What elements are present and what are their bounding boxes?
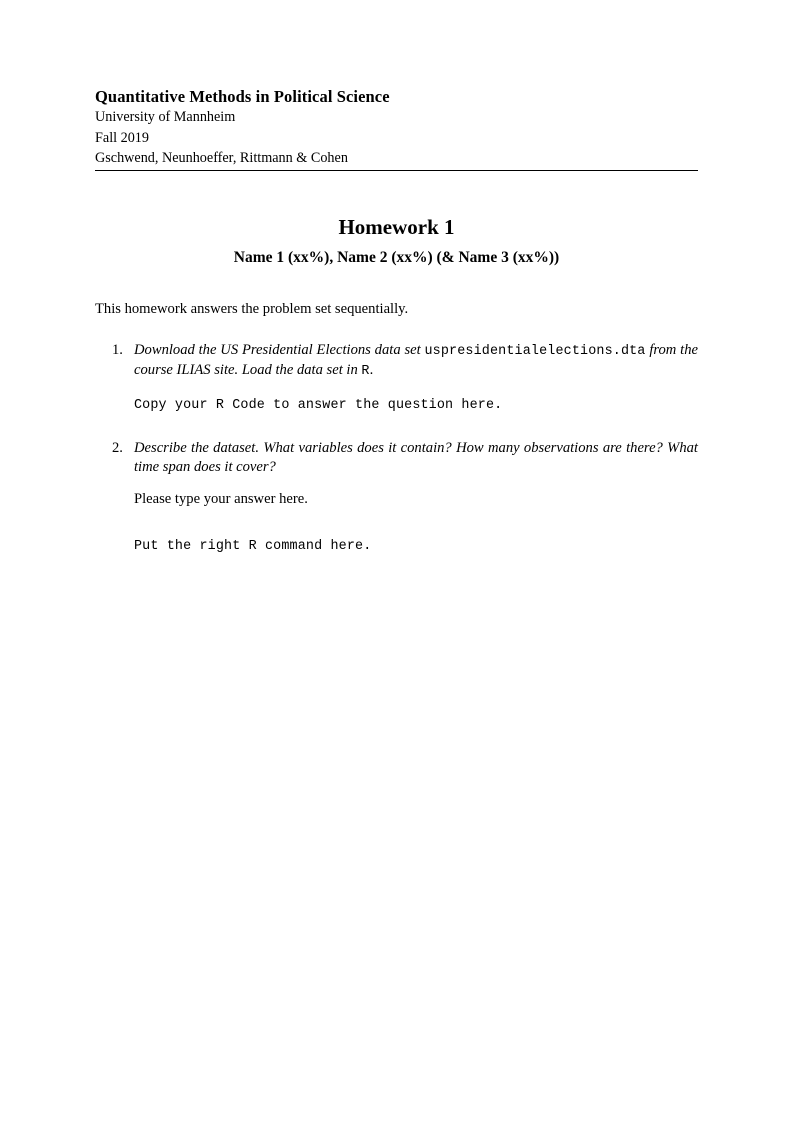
problem-list [95, 341, 698, 555]
list-spacer [95, 432, 698, 439]
problem-item-1 [95, 341, 698, 414]
answer-code-block-1: Copy your R Code to answer the question here. [134, 398, 503, 414]
question-text-segment: Download the US Presidential Elections data set [134, 342, 425, 359]
dataset-filename: uspresidentialelections.dta [424, 344, 646, 360]
author-line: Name 1 (xx%), Name 2 (xx%) (& Name 3 (xx%)) [233, 249, 560, 266]
instructors-line: Gschwend, Neunhoeffer, Rittmann & Cohen [95, 149, 348, 166]
question-text-segment: from the course ILIAS site. Load the data set in [134, 342, 698, 379]
problem-marker-1: 1. [112, 342, 123, 359]
page-title: Homework 1 [338, 215, 455, 239]
document-body [95, 300, 698, 573]
answer-code-block-2: Put the right R command here. [134, 539, 372, 555]
r-language-token: R [361, 364, 370, 380]
problem-marker-2: 2. [112, 439, 123, 456]
course-title: Quantitative Methods in Political Science [95, 87, 390, 106]
problem-item-2 [95, 439, 698, 556]
answer-text-2: Please type your answer here. [134, 490, 308, 507]
question-text-segment: . [369, 362, 374, 379]
letterhead [95, 86, 698, 168]
letterhead-divider [95, 170, 698, 171]
problem-question-1 [134, 341, 698, 381]
institution-line: University of Mannheim [95, 109, 236, 126]
term-line: Fall 2019 [95, 129, 149, 146]
intro-paragraph: This homework answers the problem set sequentially. [95, 301, 409, 317]
problem-question-2: Describe the dataset. What variables does it contain? How many observations are there? What time span does it cover? [134, 439, 698, 476]
